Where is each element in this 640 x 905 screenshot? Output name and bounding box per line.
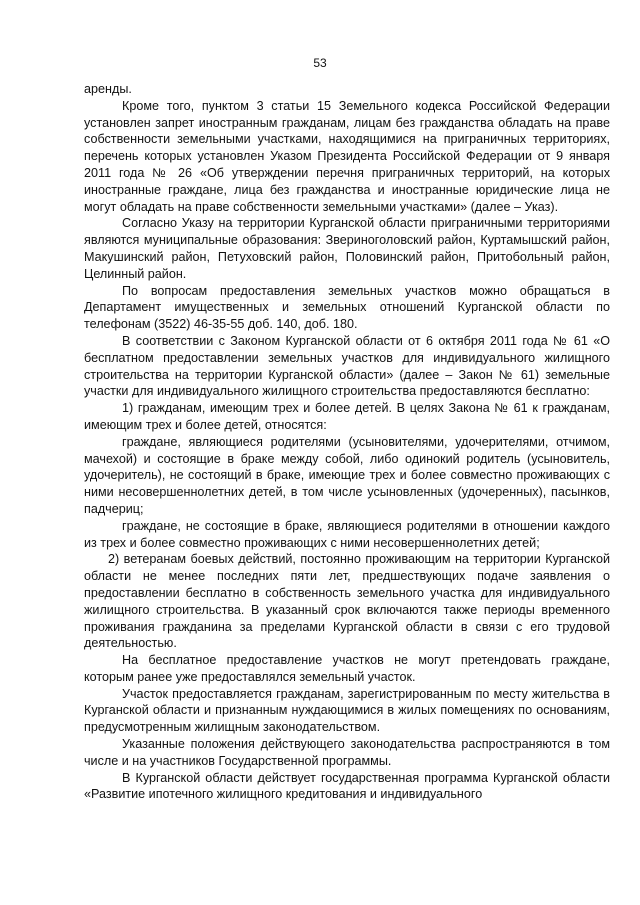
- paragraph: В соответствии с Законом Курганской области от 6 октября 2011 года № 61 «О бесплатном предоставлении земельных участков для индивидуального жилищного строительства на территории Курганской области» (далее – Закон № 61) земельные участки для индивидуального жилищного строительства предоставляются бесплатно:: [84, 333, 610, 399]
- document-body: [84, 81, 610, 803]
- paragraph: На бесплатное предоставление участков не могут претендовать граждане, которым ранее уже предоставлялся земельный участок.: [84, 653, 610, 684]
- page-number: 53: [313, 56, 327, 70]
- paragraph: По вопросам предоставления земельных участков можно обращаться в Департамент имущественных и земельных отношений Курганской области по телефонам (3522) 46-35-55 доб. 140, доб. 180.: [84, 283, 610, 332]
- paragraph: граждане, являющиеся родителями (усыновителями, удочерителями, отчимом, мачехой) и состоящие в браке между собой, либо одинокий родитель (усыновитель, удочеритель), не состоящий в браке, имеющие трех и более совместно проживающих с ними несовершеннолетних детей, в том числе усыновленных (удочеренных), пасынков, падчериц;: [84, 434, 610, 516]
- paragraph: граждане, не состоящие в браке, являющиеся родителями в отношении каждого из трех и более совместно проживающих с ними несовершеннолетних детей;: [84, 518, 610, 550]
- paragraph: Кроме того, пунктом 3 статьи 15 Земельного кодекса Российской Федерации установлен запрет иностранным гражданам, лицам без гражданства обладать на праве собственности земельными участками, находящимися на приграничных территориях, перечень которых установлен Указом Президента Российской Федерации от 9 января 2011 года № 26 «Об утверждении перечня приграничных территорий, на которых иностранные граждане, лица без гражданства и иностранные юридические лица не могут обладать на праве собственности земельными участками» (далее – Указ).: [84, 98, 610, 214]
- paragraph: 1) гражданам, имеющим трех и более детей. В целях Закона № 61 к гражданам, имеющим трех и более детей, относятся:: [84, 401, 610, 432]
- paragraph: В Курганской области действует государственная программа Курганской области «Развитие ипотечного жилищного кредитования и индивидуального: [84, 770, 610, 802]
- paragraph: аренды.: [84, 82, 132, 96]
- paragraph: Указанные положения действующего законодательства распространяются в том числе и на участников Государственной программы.: [84, 737, 610, 768]
- paragraph: 2) ветеранам боевых действий, постоянно проживающим на территории Курганской области не менее последних пяти лет, предшествующих подаче заявления о предоставлении бесплатно в собственность земельного участка для индивидуального жилищного строительства. В указанный срок включаются также периоды временного проживания гражданина за пределами Курганской области в связи с его трудовой деятельностью.: [84, 552, 610, 651]
- paragraph: Согласно Указу на территории Курганской области приграничными территориями являются муниципальные образования: Звериноголовский район, Куртамышский район, Макушинский район, Петуховский район, Половинский район, Притобольный район, Целинный район.: [84, 216, 610, 281]
- paragraph: Участок предоставляется гражданам, зарегистрированным по месту жительства в Курганской области и признанным нуждающимися в жилых помещениях по основаниям, предусмотренным жилищным законодательством.: [84, 686, 610, 735]
